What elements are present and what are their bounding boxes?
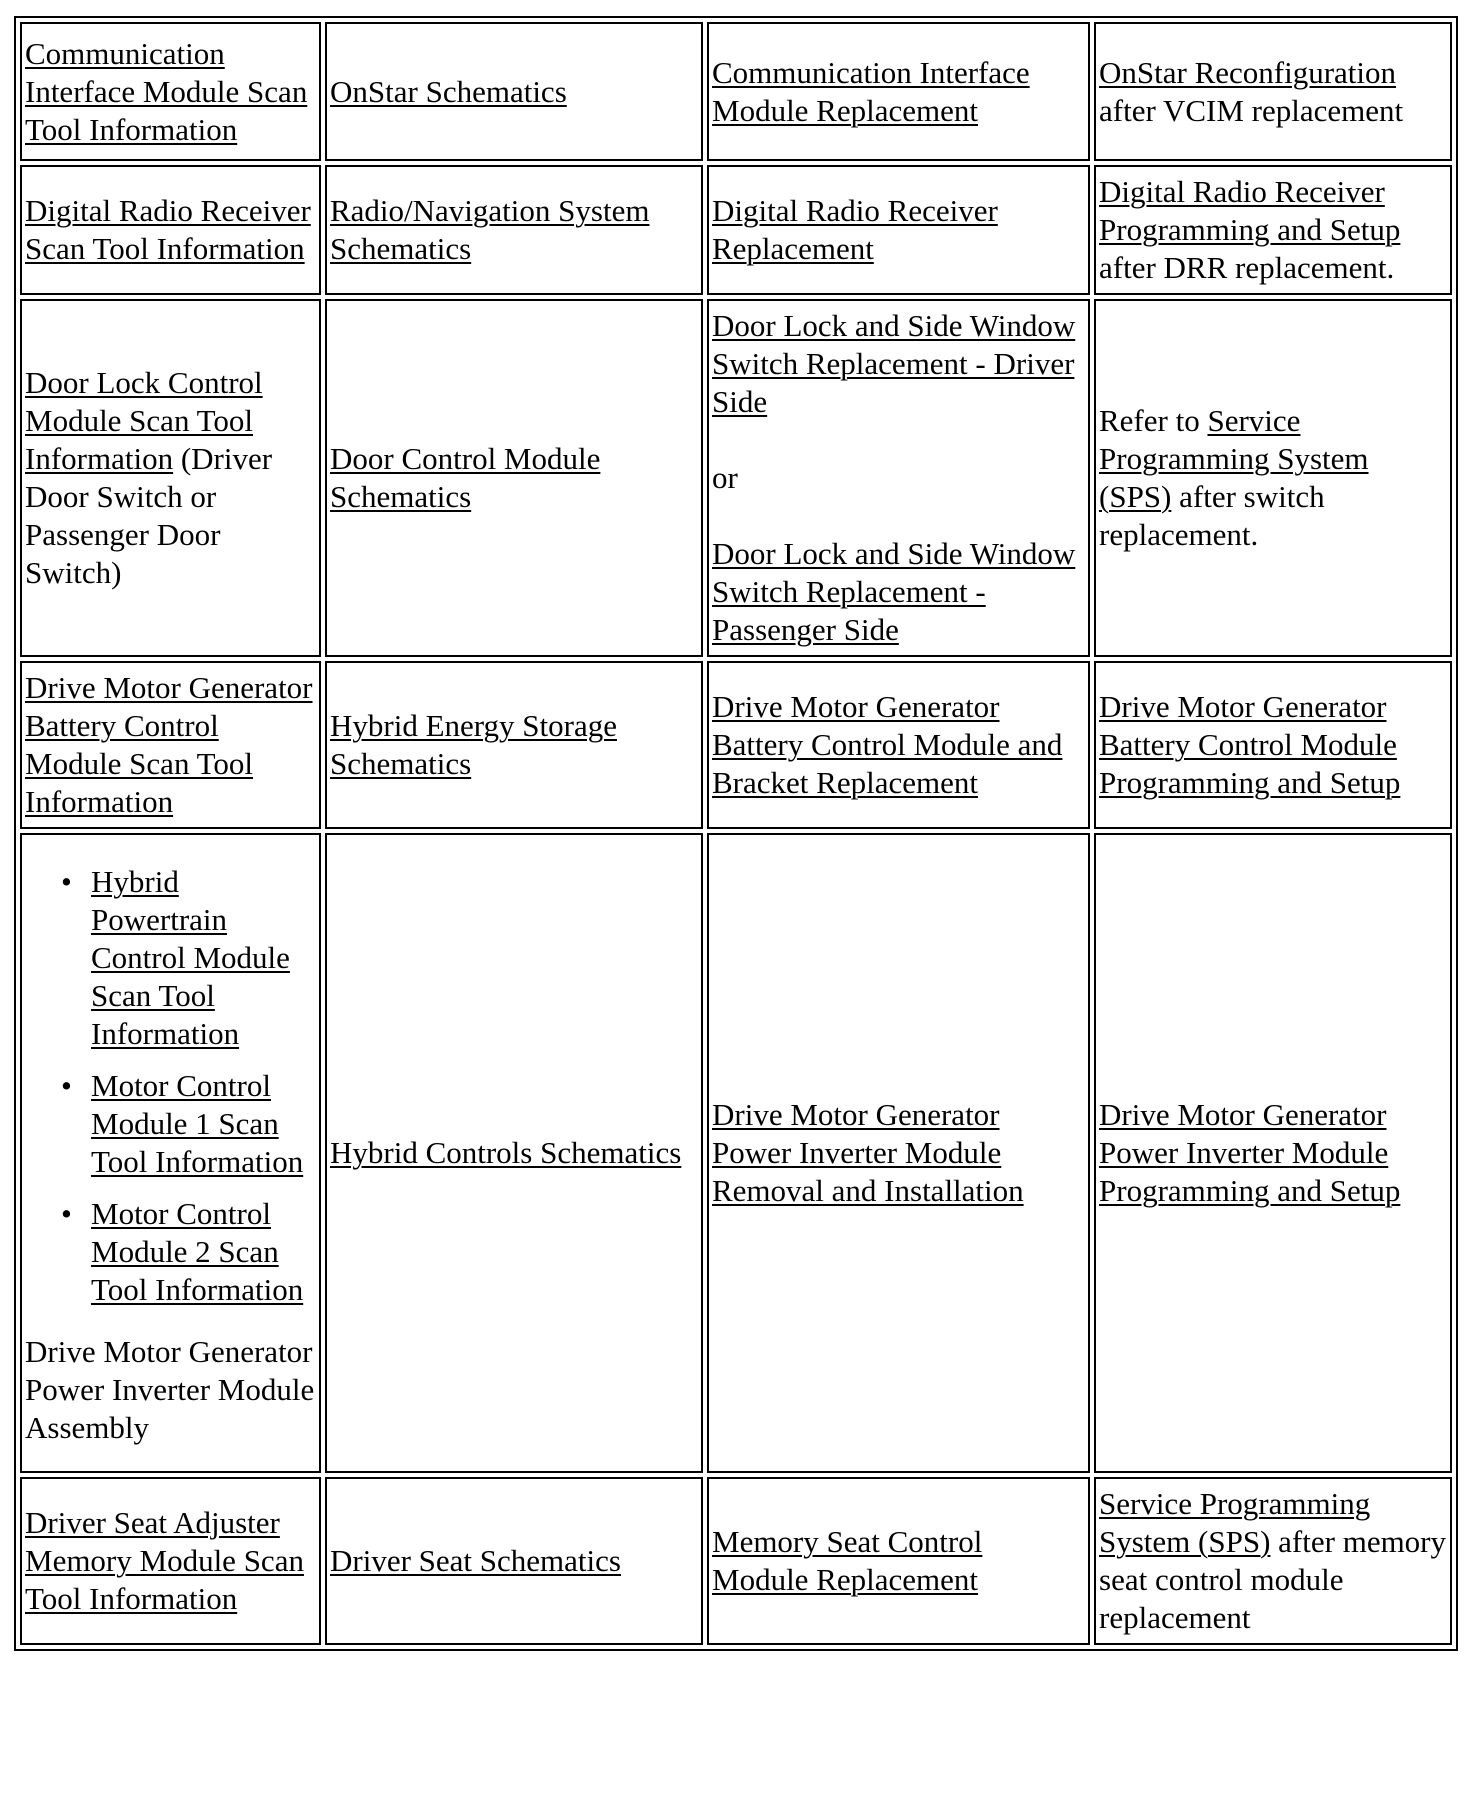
link-service-programming-system[interactable]: Service Programming System (SPS)	[1099, 403, 1369, 514]
link-driver-seat-schematics[interactable]: Driver Seat Schematics	[330, 1543, 621, 1578]
cell-text: or	[712, 460, 738, 495]
table-cell	[1094, 1477, 1452, 1645]
list-item	[91, 863, 316, 1053]
link-dmg-battery-control-module-programming[interactable]: Drive Motor Generator Battery Control Module Programming and Setup	[1099, 689, 1401, 800]
link-motor-control-module-2-scan-tool-information[interactable]: Motor Control Module 2 Scan Tool Information	[91, 1196, 304, 1307]
table-cell	[707, 661, 1090, 829]
bullet-list	[25, 863, 316, 1309]
link-hybrid-controls-schematics[interactable]: Hybrid Controls Schematics	[330, 1135, 682, 1170]
link-door-lock-switch-replacement-passenger[interactable]: Door Lock and Side Window Switch Replacement - Passenger Side	[712, 536, 1076, 647]
link-digital-radio-receiver-scan-tool-information[interactable]: Digital Radio Receiver Scan Tool Information	[25, 193, 311, 266]
link-motor-control-module-1-scan-tool-information[interactable]: Motor Control Module 1 Scan Tool Information	[91, 1068, 304, 1179]
table-row	[20, 22, 1452, 161]
link-digital-radio-receiver-programming-and-setup[interactable]: Digital Radio Receiver Programming and Setup	[1099, 174, 1401, 247]
link-dmg-power-inverter-module-removal-installation[interactable]: Drive Motor Generator Power Inverter Module Removal and Installation	[712, 1097, 1024, 1208]
table-cell	[707, 165, 1090, 295]
table-cell	[1094, 661, 1452, 829]
table-cell	[325, 299, 703, 657]
table-row	[20, 661, 1452, 829]
table-cell	[20, 833, 321, 1473]
table-cell	[707, 299, 1090, 657]
link-door-lock-switch-replacement-driver[interactable]: Door Lock and Side Window Switch Replacement - Driver Side	[712, 308, 1076, 419]
table-cell	[707, 1477, 1090, 1645]
table-cell	[20, 299, 321, 657]
table-cell	[325, 1477, 703, 1645]
table-row	[20, 1477, 1452, 1645]
link-onstar-reconfiguration[interactable]: OnStar Reconfiguration	[1099, 54, 1397, 90]
list-item	[91, 1195, 316, 1309]
link-service-programming-system-sps[interactable]: Service Programming System (SPS)	[1099, 1486, 1371, 1559]
cell-text: after VCIM replacement	[1099, 92, 1404, 128]
link-driver-seat-adjuster-memory-module-scan-tool-information[interactable]: Driver Seat Adjuster Memory Module Scan Tool Information	[25, 1505, 304, 1616]
link-dmg-battery-control-module-scan-tool-information[interactable]: Drive Motor Generator Battery Control Module Scan Tool Information	[25, 670, 313, 819]
list-item	[91, 1067, 316, 1181]
table-cell	[325, 165, 703, 295]
table-cell	[1094, 833, 1452, 1473]
table-cell	[325, 833, 703, 1473]
link-digital-radio-receiver-replacement[interactable]: Digital Radio Receiver Replacement	[712, 193, 998, 266]
link-door-control-module-schematics[interactable]: Door Control Module Schematics	[330, 441, 601, 514]
table-cell	[325, 22, 703, 161]
table-cell	[325, 661, 703, 829]
table-cell	[20, 165, 321, 295]
cell-text: Refer to	[1099, 403, 1208, 438]
cell-text: after DRR replacement.	[1099, 250, 1395, 285]
table-cell	[707, 833, 1090, 1473]
link-dmg-battery-control-module-bracket-replacement[interactable]: Drive Motor Generator Battery Control Module and Bracket Replacement	[712, 689, 1063, 800]
cell-text: Drive Motor Generator Power Inverter Module Assembly	[25, 1334, 315, 1445]
cell-text: (Driver Door Switch or Passenger Door Switch)	[25, 441, 273, 590]
table-cell	[20, 1477, 321, 1645]
table-cell	[20, 22, 321, 161]
module-reference-table	[14, 16, 1458, 1651]
link-communication-interface-module-replacement[interactable]: Communication Interface Module Replacement	[712, 54, 1030, 128]
table-row	[20, 299, 1452, 657]
link-communication-interface-module-scan-tool-information[interactable]: Communication Interface Module Scan Tool Information	[25, 35, 308, 147]
table-cell	[1094, 22, 1452, 161]
table-cell	[20, 661, 321, 829]
link-dmg-power-inverter-module-programming[interactable]: Drive Motor Generator Power Inverter Module Programming and Setup	[1099, 1097, 1401, 1208]
link-hybrid-powertrain-control-module-scan-tool-information[interactable]: Hybrid Powertrain Control Module Scan Tool Information	[91, 864, 290, 1051]
link-memory-seat-control-module-replacement[interactable]: Memory Seat Control Module Replacement	[712, 1524, 983, 1597]
table-row	[20, 165, 1452, 295]
link-radio-navigation-system-schematics[interactable]: Radio/Navigation System Schematics	[330, 193, 650, 266]
link-door-lock-control-module-scan-tool-information[interactable]: Door Lock Control Module Scan Tool Information	[25, 365, 263, 476]
cell-text: after memory seat control module replacement	[1099, 1524, 1447, 1635]
table-cell	[1094, 299, 1452, 657]
link-hybrid-energy-storage-schematics[interactable]: Hybrid Energy Storage Schematics	[330, 708, 617, 781]
table-cell	[1094, 165, 1452, 295]
table-cell	[707, 22, 1090, 161]
table-row	[20, 833, 1452, 1473]
link-onstar-schematics[interactable]: OnStar Schematics	[330, 73, 567, 109]
cell-text: after switch replacement.	[1099, 479, 1325, 552]
